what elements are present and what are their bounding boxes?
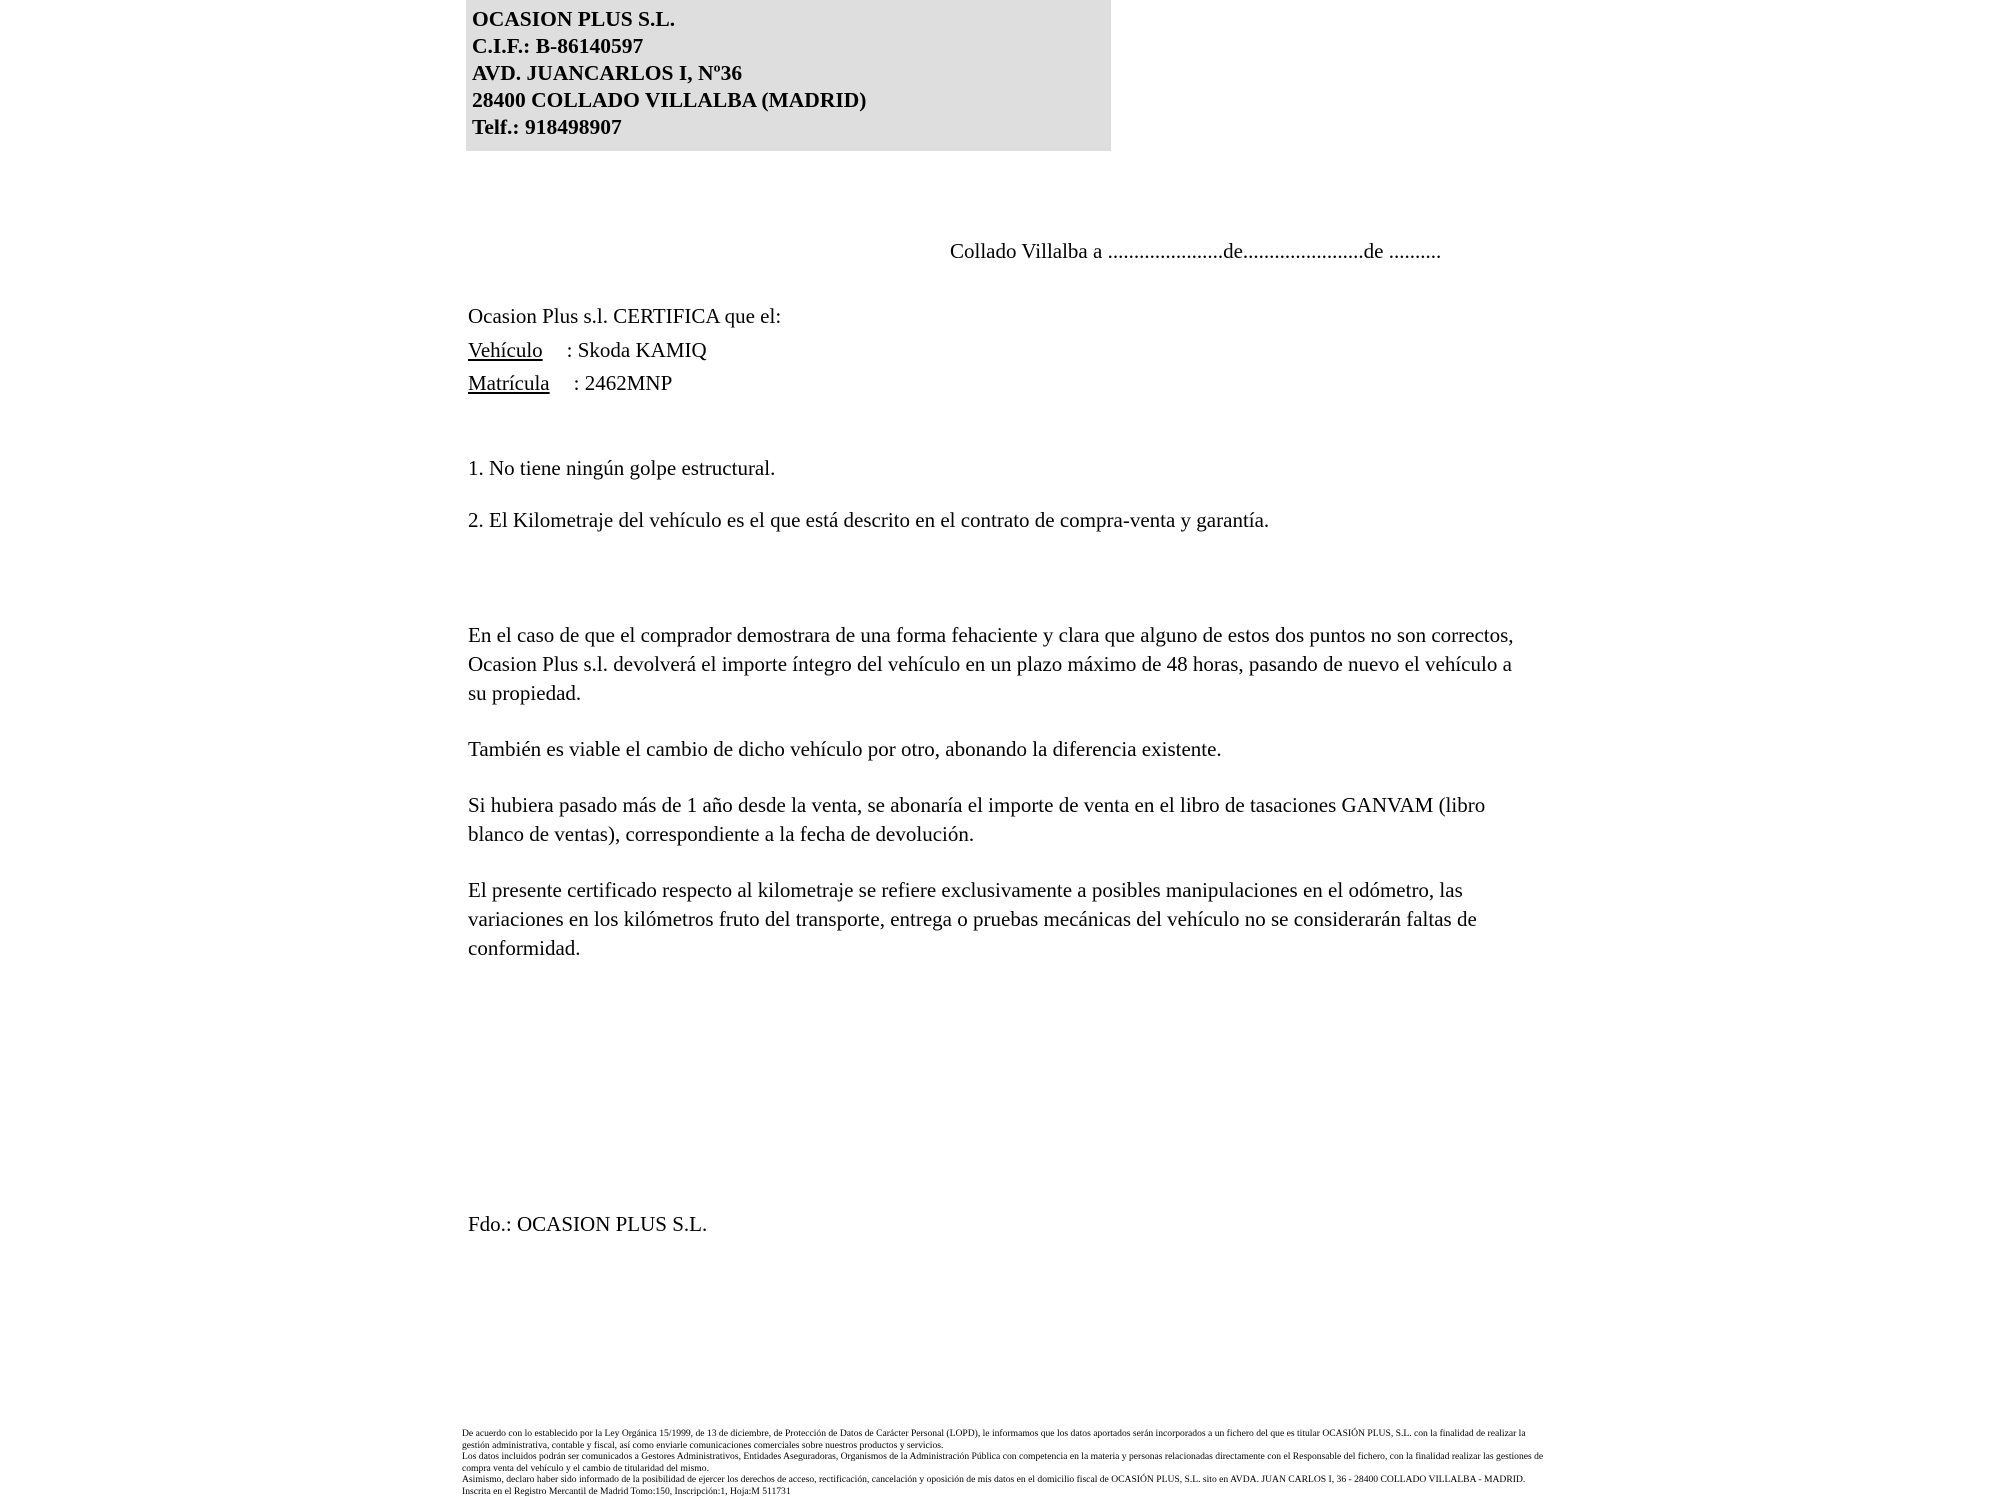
certified-point-2: 2. El Kilometraje del vehículo es el que está descrito en el contrato de compra-venta y garantía. <box>468 508 1270 532</box>
field-vehiculo-separator: : <box>566 337 573 362</box>
field-vehiculo-value: Skoda KAMIQ <box>577 337 707 362</box>
date-line: Collado Villalba a ......................de.......................de .......... <box>950 239 1442 263</box>
letterhead-address: AVD. JUANCARLOS I, Nº36 <box>472 61 743 85</box>
signature-line: Fdo.: OCASION PLUS S.L. <box>468 1212 708 1236</box>
letterhead-city: 28400 COLLADO VILLALBA (MADRID) <box>472 88 867 112</box>
body-paragraphs <box>468 621 1528 963</box>
field-matricula-value: 2462MNP <box>584 371 673 395</box>
paragraph-one-year-clause: Si hubiera pasado más de 1 año desde la venta, se abonaría el importe de venta en el libro de tasaciones GANVAM (libro blanco de ventas), correspondiente a la fecha de devolución. <box>468 793 1486 846</box>
certified-points-list <box>468 455 1269 559</box>
field-matricula <box>468 367 781 401</box>
certification-intro: Ocasion Plus s.l. CERTIFICA que el: <box>468 304 782 328</box>
legal-footer <box>462 1428 1552 1498</box>
field-matricula-separator: : <box>573 371 580 395</box>
certification-block <box>468 300 781 401</box>
field-vehiculo <box>468 334 781 368</box>
legal-footer-paragraph-1: De acuerdo con lo establecido por la Ley Orgánica 15/1999, de 13 de diciembre, de Protección de Datos de Carácter Personal (LOPD), le informamos que los datos aportados serán incorporados a un fichero del que es titular OCASIÓN PLUS, S.L. con la finalidad de realizar la gestión administrativa, contable y fiscal, así como enviarle comunicaciones comerciales sobre nuestros productos y servicios. <box>462 1428 1526 1451</box>
certified-point-1: 1. No tiene ningún golpe estructural. <box>468 456 776 480</box>
letterhead-company-name: OCASION PLUS S.L. <box>472 7 676 31</box>
letterhead-phone: Telf.: 918498907 <box>472 115 622 139</box>
field-vehiculo-label: Vehículo <box>468 337 543 362</box>
paragraph-exchange-option: También es viable el cambio de dicho vehículo por otro, abonando la diferencia existente. <box>468 737 1222 761</box>
letterhead-block <box>466 0 1111 151</box>
paragraph-refund-terms: En el caso de que el comprador demostrara de una forma fehaciente y clara que alguno de estos dos puntos no son correctos, Ocasion Plus s.l. devolverá el importe íntegro del vehículo en un plazo máximo de 48 horas, pasando de nuevo el vehículo a su propiedad. <box>468 623 1514 705</box>
legal-footer-paragraph-2: Los datos incluidos podrán ser comunicados a Gestores Administrativos, Entidades Aseguradoras, Organismos de la Administración Pública con competencia en la materia y personas relacionadas directamente con el Responsable del fichero, con la finalidad realizar las gestiones de compra venta del vehículo y el cambio de titularidad del mismo. <box>462 1451 1544 1474</box>
paragraph-odometer-scope: El presente certificado respecto al kilometraje se refiere exclusivamente a posibles manipulaciones en el odómetro, las variaciones en los kilómetros fruto del transporte, entrega o pruebas mecánicas del vehículo no se considerarán faltas de conformidad. <box>468 878 1477 960</box>
legal-footer-paragraph-3: Asimismo, declaro haber sido informado de la posibilidad de ejercer los derechos de acceso, rectificación, cancelación y oposición de mis datos en el domicilio fiscal de OCASIÓN PLUS, S.L. sito en AVDA. JUAN CARLOS I, 36 - 28400 COLLADO VILLALBA - MADRID. Inscrita en el Registro Mercantil de Madrid Tomo:150, Inscripción:1, Hoja:M 511731 <box>462 1474 1526 1497</box>
letterhead-cif: C.I.F.: B-86140597 <box>472 34 644 58</box>
field-matricula-label: Matrícula <box>468 371 550 395</box>
